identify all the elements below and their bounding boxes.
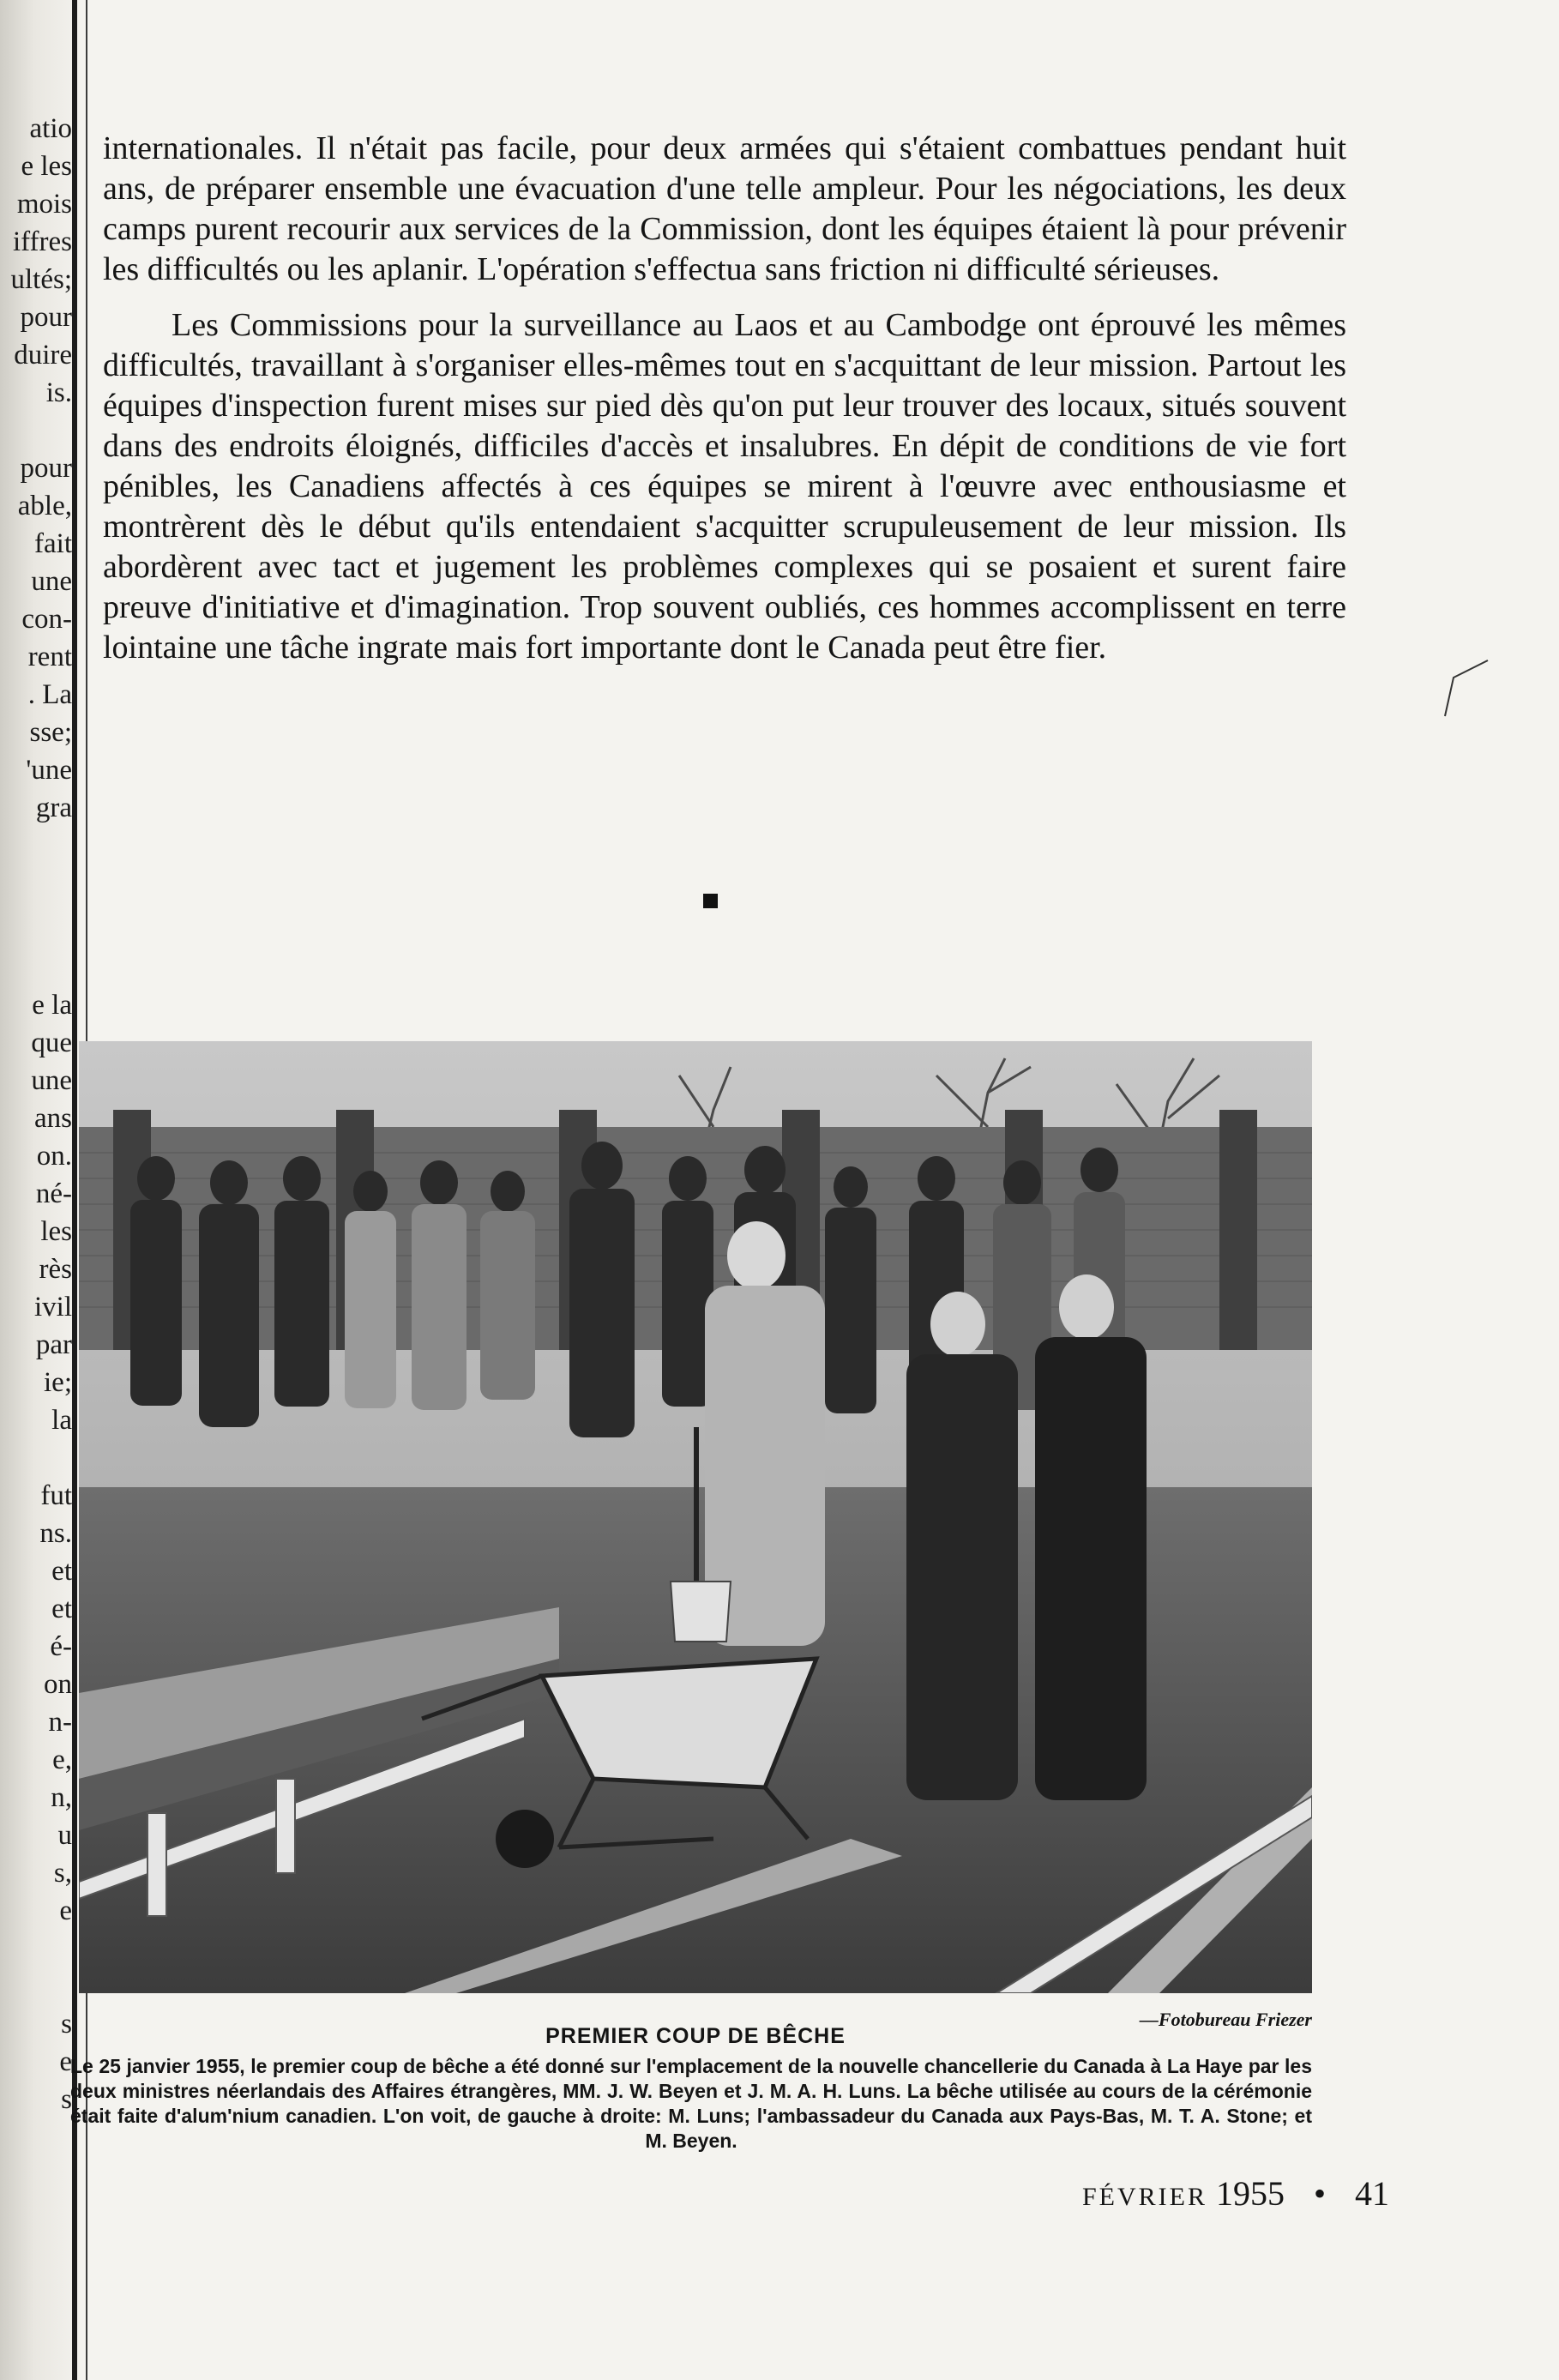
left-fragment-line: . La bbox=[27, 679, 72, 710]
left-fragment-line: e, bbox=[52, 1744, 72, 1775]
left-fragment-line: e la bbox=[32, 990, 72, 1021]
left-fragment-line: et bbox=[51, 1594, 72, 1624]
left-fragment-line: on. bbox=[36, 1141, 72, 1172]
left-fragment-line bbox=[3, 1967, 72, 2005]
left-fragment-line: ns. bbox=[39, 1518, 72, 1549]
left-fragment-line: n, bbox=[51, 1782, 72, 1813]
left-fragment-line: gra bbox=[35, 792, 72, 823]
left-fragment-line: able, bbox=[17, 491, 72, 521]
left-fragment-line: e bbox=[59, 2046, 72, 2077]
left-column-fragments-bottom bbox=[3, 986, 72, 2118]
left-fragment-line: n- bbox=[48, 1707, 72, 1738]
left-fragment-line: é- bbox=[50, 1631, 72, 1662]
footer-year: 1955 bbox=[1215, 2174, 1285, 2213]
left-fragment-line: une bbox=[31, 566, 72, 597]
caption-title: PREMIER COUP DE BÊCHE bbox=[545, 2024, 846, 2048]
left-fragment-line: fait bbox=[34, 528, 72, 559]
left-fragment-line bbox=[3, 1930, 72, 1967]
left-fragment-line: les bbox=[40, 1216, 72, 1247]
left-fragment-line: que bbox=[31, 1027, 72, 1058]
left-fragment-line: 'une bbox=[26, 755, 72, 786]
ceremony-photo bbox=[79, 1041, 1312, 1993]
left-fragment-line: né- bbox=[35, 1178, 72, 1209]
left-fragment-line: is. bbox=[45, 377, 72, 408]
caption-text: Le 25 janvier 1955, le premier coup de bêche a été donné sur l'emplacement de la nouvelle chancellerie du Canada à La Haye par les deux ministres néerlandais des Affaires étrangères, MM. J. W. Beyen et J. M. A. H. Luns. La bêche utilisée au cours de la cérémonie était faite d'alum'nium canadien. L'on voit, de gauche à droite: M. Luns; l'ambassadeur du Canada aux Pays-Bas, M. T. A. Stone; et M. Beyen. bbox=[70, 2055, 1312, 2152]
left-fragment-line: la bbox=[51, 1405, 72, 1436]
left-fragment-line: ivil bbox=[33, 1292, 72, 1323]
page-footer bbox=[978, 2173, 1389, 2214]
left-fragment-line: e bbox=[59, 1895, 72, 1926]
article-paragraph-2: Les Commissions pour la surveillance au Laos et au Cambodge ont éprouvé les mêmes difficultés, travaillant à s'organiser elles-mêmes tout en s'acquittant de leur mission. Partout les équipes d'inspection furent mises sur pied dès qu'on put leur trouver des locaux, situés souvent dans des endroits éloignés, difficiles d'accès et insalubres. En dépit de conditions de vie fort pénibles, les Canadiens affectés à ces équipes se mirent à l'œuvre avec enthousiasme et montrèrent dès le début qu'ils entendaient s'acquitter scrupuleusement de leur mission. Ils abordèrent avec tact et jugement les problèmes complexes qui se posaient et surent faire preuve d'initiative et d'imagination. Trop souvent oubliés, ces hommes accomplissent en terre lointaine une tâche ingrate mais fort importante dont le Canada peut être fier. bbox=[103, 307, 1346, 666]
left-fragment-line bbox=[3, 412, 72, 449]
left-fragment-line: par bbox=[35, 1329, 72, 1360]
left-fragment-line: sse; bbox=[29, 717, 72, 748]
left-fragment-line: s, bbox=[53, 1858, 72, 1889]
left-fragment-line: atio bbox=[29, 113, 72, 144]
left-fragment-line: u bbox=[57, 1820, 72, 1851]
footer-separator: • bbox=[1313, 2174, 1326, 2213]
left-fragment-line: ie; bbox=[44, 1367, 72, 1398]
left-fragment-line: rent bbox=[27, 642, 72, 672]
column-rule bbox=[72, 0, 77, 2380]
section-end-mark bbox=[703, 894, 718, 908]
left-column-fragments-top bbox=[3, 110, 72, 827]
left-fragment-line: pour bbox=[20, 453, 72, 484]
left-fragment-line: s bbox=[61, 2084, 72, 2115]
left-fragment-line: s bbox=[61, 2009, 72, 2040]
left-fragment-line: ultés; bbox=[10, 264, 72, 295]
footer-month: FÉVRIER bbox=[1081, 2183, 1207, 2211]
left-fragment-line: ans bbox=[34, 1103, 72, 1134]
left-fragment-line: pour bbox=[20, 302, 72, 333]
pen-mark-icon bbox=[1441, 652, 1492, 720]
left-fragment-line: mois bbox=[16, 189, 72, 220]
article-body bbox=[103, 129, 1346, 668]
left-fragment-line: e les bbox=[21, 151, 72, 182]
left-fragment-line bbox=[3, 1439, 72, 1477]
left-fragment-line: fut bbox=[40, 1480, 72, 1511]
left-fragment-line: duire bbox=[14, 340, 72, 371]
left-fragment-line: et bbox=[51, 1556, 72, 1587]
left-fragment-line: on bbox=[44, 1669, 72, 1700]
page-number: 41 bbox=[1355, 2174, 1389, 2213]
photo-credit: —Fotobureau Friezer bbox=[1139, 2009, 1312, 2030]
left-fragment-line: une bbox=[31, 1065, 72, 1096]
left-fragment-line: rès bbox=[39, 1254, 72, 1285]
left-fragment-line: iffres bbox=[12, 226, 72, 257]
left-fragment-line: con- bbox=[21, 604, 72, 635]
article-paragraph-1: internationales. Il n'était pas facile, pour deux armées qui s'étaient combattues pendant huit ans, de préparer ensemble une évacuation d'une telle ampleur. Pour les négociations, les deux camps purent recourir aux services de la Commission, dont les équipes étaient là pour prévenir les difficultés ou les aplanir. L'opération s'effectua sans friction ni difficulté sérieuses. bbox=[103, 130, 1346, 287]
